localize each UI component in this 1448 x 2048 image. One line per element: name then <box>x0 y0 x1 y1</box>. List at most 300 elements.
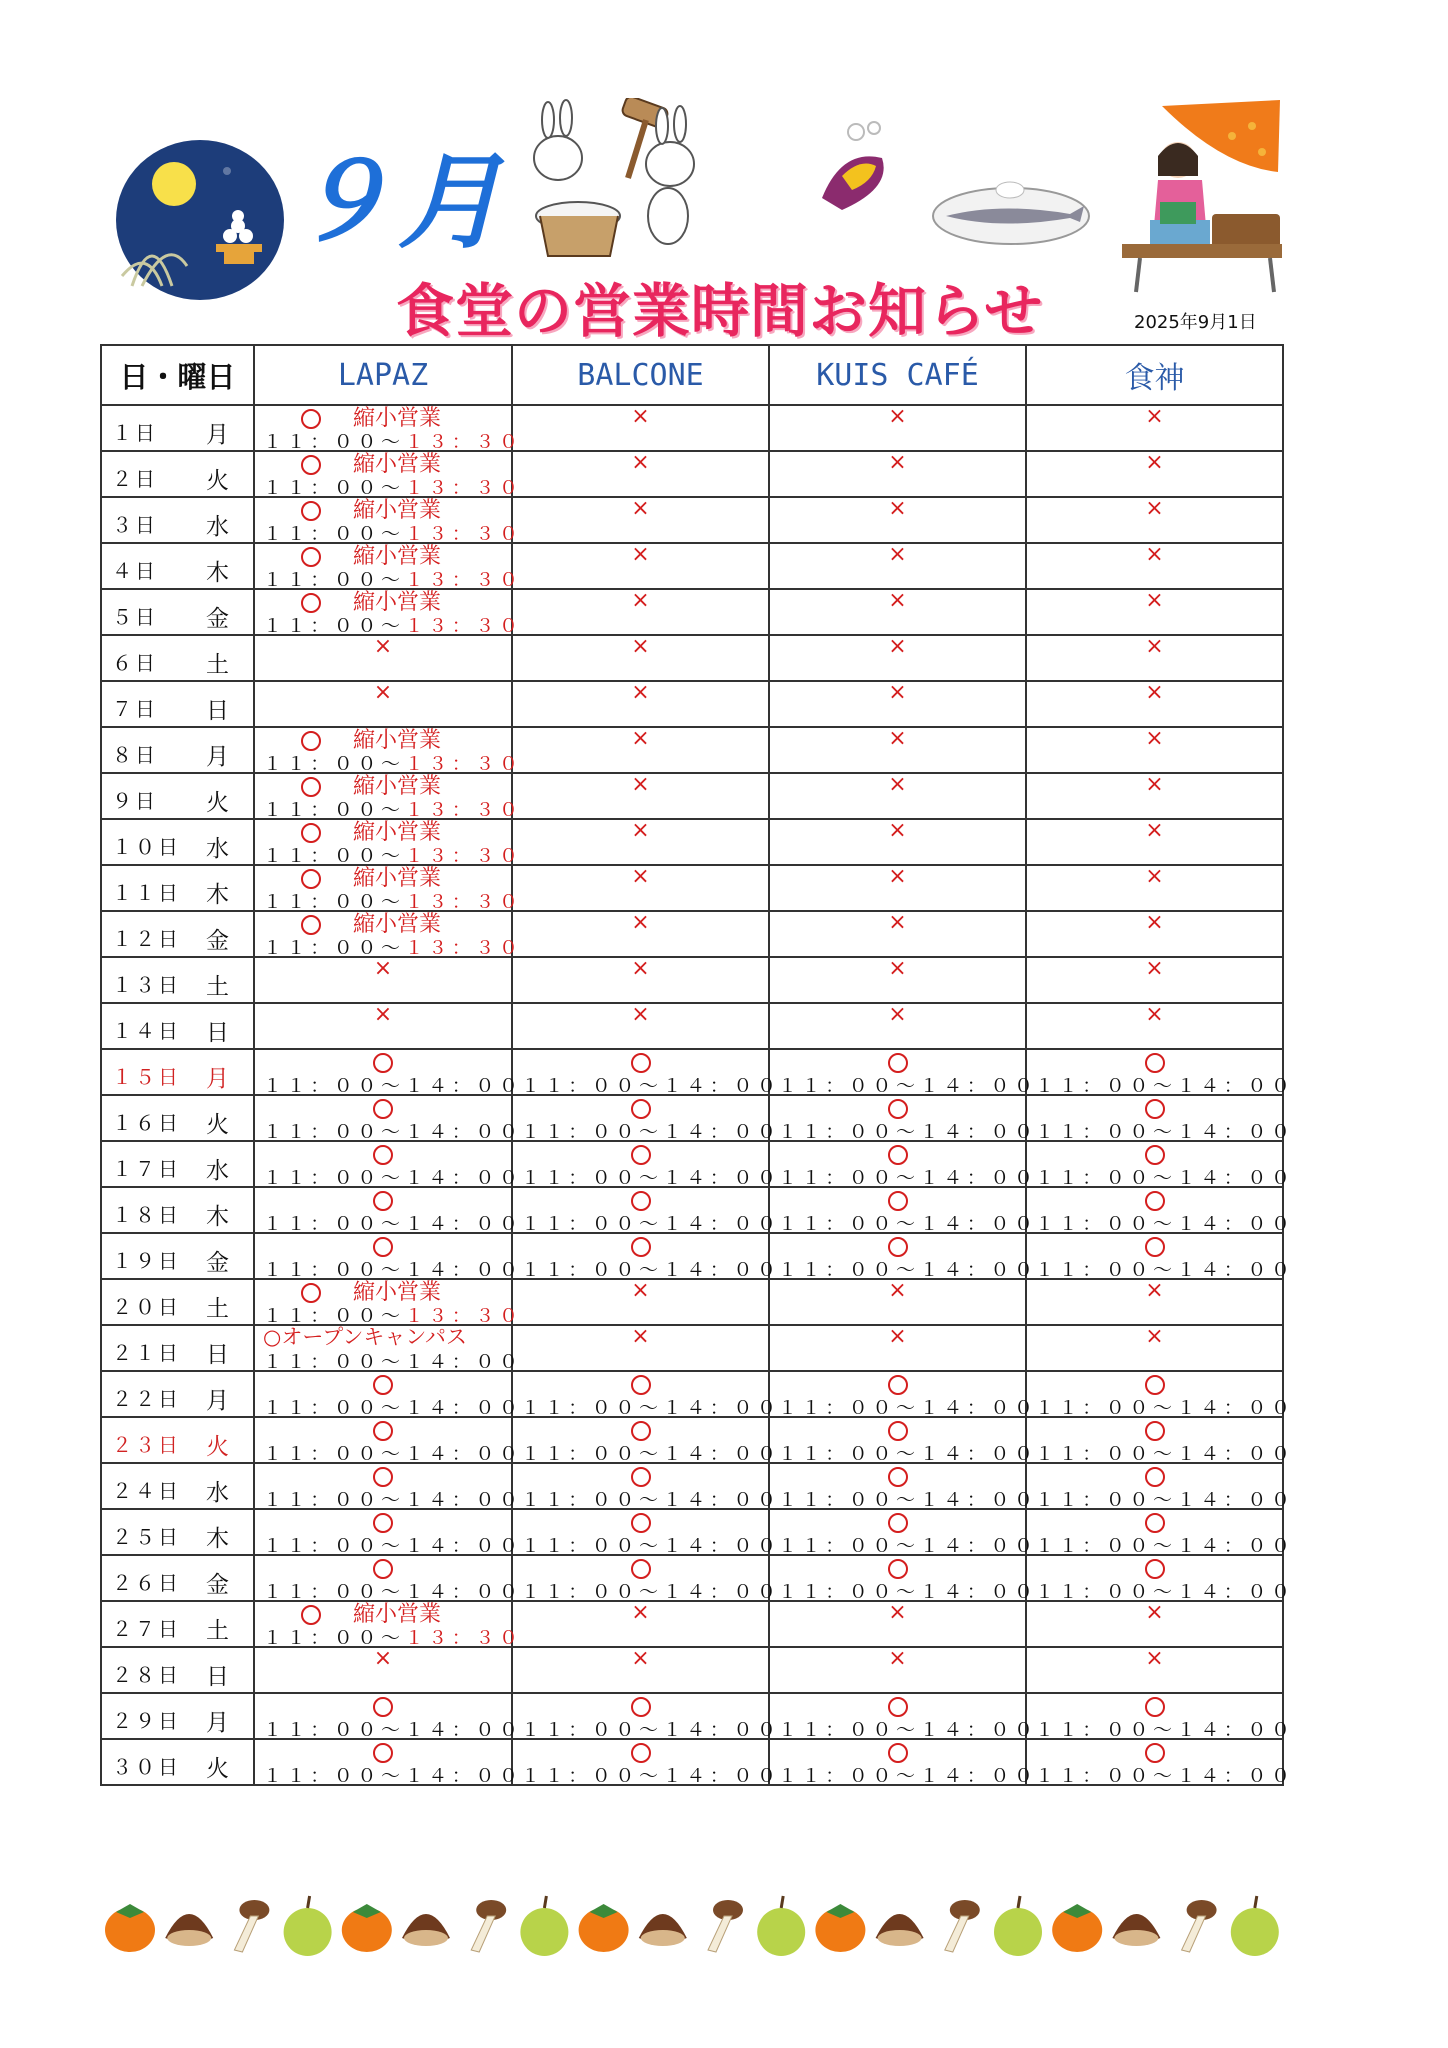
open-circle-icon <box>888 1697 908 1717</box>
day-cell <box>101 1601 254 1647</box>
column-header-day: 日・曜日 <box>101 345 254 405</box>
status-cell-lapaz <box>254 1693 523 1741</box>
hours-text: １１：００～１４：００ <box>263 1259 523 1281</box>
status-cell-shokushin <box>1026 957 1283 1003</box>
hours-text: １１：００～１４：００ <box>778 1719 1038 1741</box>
day-cell <box>101 957 254 1003</box>
hours-text: １１：００～１４：００ <box>263 1397 523 1419</box>
day-number: ２７日 <box>112 1617 181 1641</box>
closed-mark: × <box>631 818 650 843</box>
mushroom-icon <box>708 1900 743 1952</box>
hours-end: １３：３０ <box>404 477 523 499</box>
closed-mark: × <box>1145 864 1164 889</box>
status-cell-balcone <box>512 773 769 819</box>
day-cell <box>101 1233 254 1279</box>
status-cell-kuis-cafe <box>769 1555 1038 1603</box>
hours-end: １３：３０ <box>404 569 523 591</box>
hours-text: １１：００～１４：００ <box>263 1765 523 1787</box>
closed-mark: × <box>888 818 907 843</box>
closed-mark: × <box>1145 680 1164 705</box>
status-cell-kuis-cafe <box>769 1693 1038 1741</box>
status-cell-lapaz <box>254 1095 523 1143</box>
weekday: 月 <box>206 1388 229 1414</box>
closed-mark: × <box>888 450 907 475</box>
open-circle-icon <box>631 1743 651 1763</box>
status-cell-balcone <box>512 1509 781 1557</box>
closed-mark: × <box>631 772 650 797</box>
status-cell-kuis-cafe <box>769 635 1026 681</box>
hours-start: １１：００～ <box>263 615 405 637</box>
status-cell-lapaz <box>254 635 512 681</box>
closed-mark: × <box>888 404 907 429</box>
hours-start: １１：００～ <box>263 1627 405 1649</box>
closed-mark: × <box>1145 1646 1164 1671</box>
hours-text: １１：００～１４：００ <box>778 1075 1038 1097</box>
status-cell-lapaz <box>254 1325 523 1373</box>
closed-mark: × <box>888 910 907 935</box>
status-cell-balcone <box>512 1739 781 1787</box>
hours-text: １１：００～１４：００ <box>263 1213 523 1235</box>
hours-text: １１：００～１４：００ <box>263 1535 523 1557</box>
closed-mark: × <box>1145 404 1164 429</box>
day-cell <box>101 1279 254 1325</box>
hours-end: １３：３０ <box>404 1305 523 1327</box>
status-cell-lapaz <box>254 957 512 1003</box>
closed-mark: × <box>373 1002 393 1027</box>
status-cell-balcone <box>512 1555 781 1603</box>
status-cell-kuis-cafe <box>769 957 1026 1003</box>
status-cell-kuis-cafe <box>769 773 1026 819</box>
weekday: 水 <box>206 836 229 862</box>
status-cell-balcone <box>512 727 769 773</box>
day-cell <box>101 543 254 589</box>
open-circle-icon <box>301 455 321 475</box>
status-cell-kuis-cafe <box>769 497 1026 543</box>
day-cell <box>101 1647 254 1693</box>
open-circle-icon <box>373 1559 393 1579</box>
day-number: １３日 <box>112 973 181 997</box>
status-cell-lapaz <box>254 911 523 959</box>
hours-start: １１：００～ <box>263 477 405 499</box>
status-cell-lapaz <box>254 1187 523 1235</box>
weekday: 木 <box>206 1526 229 1552</box>
status-cell-kuis-cafe <box>769 451 1026 497</box>
open-circle-icon <box>301 1283 321 1303</box>
status-cell-shokushin <box>1026 1555 1295 1603</box>
status-cell-lapaz <box>254 1371 523 1419</box>
weekday: 月 <box>206 1710 229 1736</box>
table-row <box>101 1095 1283 1141</box>
status-cell-shokushin <box>1026 727 1283 773</box>
closed-mark: × <box>888 956 907 981</box>
hours-text: １１：００～１４：００ <box>263 1351 523 1373</box>
status-cell-kuis-cafe <box>769 911 1026 957</box>
open-circle-icon <box>301 823 321 843</box>
closed-mark: × <box>888 1646 907 1671</box>
hours-text: １１：００～１４：００ <box>1035 1535 1295 1557</box>
open-circle-icon <box>1145 1697 1165 1717</box>
closed-mark: × <box>631 404 650 429</box>
hours-text: １１：００～１４：００ <box>521 1443 781 1465</box>
open-circle-icon <box>373 1191 393 1211</box>
open-circle-icon <box>1145 1145 1165 1165</box>
reduced-label: 縮小営業 <box>353 912 442 937</box>
open-circle-icon <box>1145 1191 1165 1211</box>
status-cell-shokushin <box>1026 1141 1295 1189</box>
hours-end: １３：３０ <box>404 615 523 637</box>
status-cell-lapaz <box>254 1601 523 1649</box>
status-cell-shokushin <box>1026 497 1283 543</box>
reduced-label: 縮小営業 <box>353 406 442 431</box>
status-cell-shokushin <box>1026 1233 1295 1281</box>
closed-mark: × <box>1145 542 1164 567</box>
hours-text: １１：００～１４：００ <box>263 1075 523 1097</box>
chestnut-icon <box>1112 1914 1160 1946</box>
weekday: 金 <box>206 928 229 954</box>
pear-icon <box>757 1896 805 1956</box>
status-cell-shokushin <box>1026 1371 1295 1419</box>
status-cell-kuis-cafe <box>769 1601 1026 1647</box>
day-number: ２５日 <box>112 1525 181 1549</box>
open-circle-icon <box>888 1559 908 1579</box>
closed-mark: × <box>1145 496 1164 521</box>
hours-start: １１：００～ <box>263 937 405 959</box>
weekday: 木 <box>206 560 229 586</box>
weekday: 木 <box>206 1204 229 1230</box>
open-circle-icon <box>1145 1421 1165 1441</box>
open-circle-icon <box>888 1743 908 1763</box>
open-circle-icon <box>301 593 321 613</box>
hours-text: １１：００～１４：００ <box>1035 1443 1295 1465</box>
day-number: ４日 <box>112 559 158 583</box>
status-cell-kuis-cafe <box>769 1279 1026 1325</box>
status-cell-kuis-cafe <box>769 1371 1038 1419</box>
table-row <box>101 911 1283 957</box>
status-cell-lapaz <box>254 589 523 637</box>
status-cell-kuis-cafe <box>769 1463 1038 1511</box>
mushroom-icon <box>471 1900 506 1952</box>
day-number: ２６日 <box>112 1571 181 1595</box>
chestnut-icon <box>402 1914 450 1946</box>
open-circle-icon <box>888 1053 908 1073</box>
open-circle-icon <box>1145 1053 1165 1073</box>
table-row <box>101 1463 1283 1509</box>
weekday: 火 <box>206 1434 229 1460</box>
open-circle-icon <box>888 1467 908 1487</box>
status-cell-balcone <box>512 1463 781 1511</box>
closed-mark: × <box>631 864 650 889</box>
hours-text: １１：００～１４：００ <box>263 1489 523 1511</box>
closed-mark: × <box>888 1278 907 1303</box>
closed-mark: × <box>631 450 650 475</box>
open-circle-icon <box>373 1053 393 1073</box>
table-row <box>101 1417 1283 1463</box>
open-circle-icon <box>631 1237 651 1257</box>
status-cell-shokushin <box>1026 543 1283 589</box>
closed-mark: × <box>631 1002 650 1027</box>
open-circle-icon <box>301 409 321 429</box>
status-cell-shokushin <box>1026 1325 1283 1371</box>
closed-mark: × <box>1145 956 1164 981</box>
day-cell <box>101 1003 254 1049</box>
open-circle-icon <box>631 1513 651 1533</box>
weekday: 木 <box>206 882 229 908</box>
status-cell-lapaz <box>254 681 512 727</box>
status-cell-lapaz <box>254 1463 523 1511</box>
closed-mark: × <box>1145 772 1164 797</box>
mushroom-icon <box>234 1900 269 1952</box>
closed-mark: × <box>888 1324 907 1349</box>
closed-mark: × <box>373 956 393 981</box>
column-header-shokushin: 食神 <box>1026 345 1283 405</box>
hours-text: １１：００～１４：００ <box>778 1397 1038 1419</box>
persimmon-icon <box>815 1904 865 1952</box>
day-cell <box>101 1095 254 1141</box>
table-row <box>101 1555 1283 1601</box>
weekday: 土 <box>206 974 229 1000</box>
open-circle-icon <box>631 1697 651 1717</box>
day-cell <box>101 405 254 451</box>
open-circle-icon <box>1145 1513 1165 1533</box>
open-circle-icon <box>301 731 321 751</box>
weekday: 金 <box>206 606 229 632</box>
hours-end: １３：３０ <box>404 845 523 867</box>
hours-start: １１：００～ <box>263 845 405 867</box>
status-cell-lapaz <box>254 543 523 591</box>
persimmon-icon <box>1052 1904 1102 1952</box>
closed-mark: × <box>888 864 907 889</box>
table-row <box>101 635 1283 681</box>
day-number: １８日 <box>112 1203 181 1227</box>
mushroom-icon <box>945 1900 980 1952</box>
hours-end: １３：３０ <box>404 799 523 821</box>
status-cell-shokushin <box>1026 1095 1295 1143</box>
open-circle-icon <box>888 1513 908 1533</box>
persimmon-icon <box>342 1904 392 1952</box>
status-cell-balcone <box>512 1417 781 1465</box>
status-cell-lapaz <box>254 1647 512 1693</box>
day-cell <box>101 1509 254 1555</box>
hours-text: １１：００～１４：００ <box>263 1443 523 1465</box>
status-cell-shokushin <box>1026 1601 1283 1647</box>
day-cell <box>101 1141 254 1187</box>
hours-start: １１：００～ <box>263 1305 405 1327</box>
day-cell <box>101 681 254 727</box>
table-row <box>101 451 1283 497</box>
hours-text: １１：００～１４：００ <box>1035 1765 1295 1787</box>
hours-text: １１：００～１４：００ <box>263 1121 523 1143</box>
table-row <box>101 1187 1283 1233</box>
status-cell-shokushin <box>1026 1463 1295 1511</box>
status-cell-shokushin <box>1026 1417 1295 1465</box>
schedule-table <box>100 344 1295 1787</box>
status-cell-balcone <box>512 589 769 635</box>
closed-mark: × <box>1145 818 1164 843</box>
status-cell-balcone <box>512 1647 769 1693</box>
hours-text: １１：００～１４：００ <box>521 1765 781 1787</box>
table-row <box>101 957 1283 1003</box>
hours-text: １１：００～１４：００ <box>1035 1397 1295 1419</box>
reduced-label: 縮小営業 <box>353 544 442 569</box>
day-number: ２３日 <box>112 1433 181 1457</box>
table-row <box>101 1647 1283 1693</box>
day-number: ５日 <box>112 605 158 629</box>
day-cell <box>101 589 254 635</box>
status-cell-kuis-cafe <box>769 1647 1026 1693</box>
hours-text: １１：００～１４：００ <box>778 1167 1038 1189</box>
day-number: ７日 <box>112 697 158 721</box>
status-cell-shokushin <box>1026 1647 1283 1693</box>
open-circle-icon <box>373 1743 393 1763</box>
hours-text: １１：００～１４：００ <box>521 1167 781 1189</box>
closed-mark: × <box>1145 588 1164 613</box>
table-row <box>101 1371 1283 1417</box>
hours-text: １１：００～１４：００ <box>1035 1259 1295 1281</box>
status-cell-kuis-cafe <box>769 1187 1038 1235</box>
open-circle-icon <box>1145 1375 1165 1395</box>
open-circle-icon <box>1145 1743 1165 1763</box>
status-cell-shokushin <box>1026 773 1283 819</box>
closed-mark: × <box>631 726 650 751</box>
open-circle-icon <box>631 1099 651 1119</box>
weekday: 日 <box>206 1342 229 1368</box>
day-number: ２２日 <box>112 1387 181 1411</box>
status-cell-balcone <box>512 1095 781 1143</box>
status-cell-balcone <box>512 1601 769 1647</box>
closed-mark: × <box>631 1324 650 1349</box>
open-circle-icon <box>1145 1237 1165 1257</box>
hours-text: １１：００～１４：００ <box>778 1259 1038 1281</box>
closed-mark: × <box>888 496 907 521</box>
status-cell-kuis-cafe <box>769 589 1026 635</box>
open-circle-icon <box>888 1145 908 1165</box>
table-row <box>101 589 1283 635</box>
status-cell-shokushin <box>1026 1693 1295 1741</box>
status-cell-kuis-cafe <box>769 1509 1038 1557</box>
pear-icon <box>520 1896 568 1956</box>
status-cell-kuis-cafe <box>769 1233 1038 1281</box>
day-number: ３日 <box>112 513 158 537</box>
reduced-label: 縮小営業 <box>353 866 442 891</box>
hours-text: １１：００～１４：００ <box>778 1581 1038 1603</box>
status-cell-balcone <box>512 1371 781 1419</box>
open-circle-icon <box>888 1099 908 1119</box>
day-cell <box>101 497 254 543</box>
hours-end: １３：３０ <box>404 1627 523 1649</box>
woman-reading-bench-icon <box>1102 96 1284 302</box>
open-circle-icon <box>631 1191 651 1211</box>
status-cell-lapaz <box>254 1233 523 1281</box>
table-row <box>101 1233 1283 1279</box>
status-cell-balcone <box>512 543 769 589</box>
day-cell <box>101 1463 254 1509</box>
column-header-balcone: BALCONE <box>512 345 769 405</box>
day-cell <box>101 1739 254 1785</box>
moon-tsukimi-icon <box>112 136 288 304</box>
closed-mark: × <box>888 1002 907 1027</box>
open-circle-icon <box>631 1421 651 1441</box>
status-cell-kuis-cafe <box>769 543 1026 589</box>
hours-text: １１：００～１４：００ <box>778 1535 1038 1557</box>
day-number: ２１日 <box>112 1341 181 1365</box>
hours-text: １１：００～１４：００ <box>521 1213 781 1235</box>
hours-text: １１：００～１４：００ <box>778 1489 1038 1511</box>
day-number: １９日 <box>112 1249 181 1273</box>
status-cell-balcone <box>512 1279 769 1325</box>
status-cell-shokushin <box>1026 451 1283 497</box>
status-cell-balcone <box>512 1141 781 1189</box>
weekday: 月 <box>206 744 229 770</box>
hours-end: １３：３０ <box>404 753 523 775</box>
persimmon-icon <box>105 1904 155 1952</box>
weekday: 日 <box>206 698 229 724</box>
status-cell-shokushin <box>1026 911 1283 957</box>
table-row <box>101 1003 1283 1049</box>
closed-mark: × <box>1145 1324 1164 1349</box>
day-cell <box>101 635 254 681</box>
day-number: １２日 <box>112 927 181 951</box>
day-number: １日 <box>112 421 158 445</box>
open-circle-icon <box>373 1237 393 1257</box>
day-cell <box>101 1325 254 1371</box>
closed-mark: × <box>888 772 907 797</box>
table-header-row <box>101 345 1283 405</box>
chestnut-icon <box>165 1914 213 1946</box>
table-row <box>101 819 1283 865</box>
closed-mark: × <box>373 680 393 705</box>
status-cell-balcone <box>512 497 769 543</box>
closed-mark: × <box>888 680 907 705</box>
closed-mark: × <box>631 1600 650 1625</box>
open-circle-icon <box>1145 1559 1165 1579</box>
weekday: 土 <box>206 1296 229 1322</box>
status-cell-lapaz <box>254 727 523 775</box>
column-header-lapaz: LAPAZ <box>254 345 512 405</box>
table-row <box>101 1693 1283 1739</box>
status-cell-lapaz <box>254 1417 523 1465</box>
hours-text: １１：００～１４：００ <box>521 1397 781 1419</box>
hours-end: １３：３０ <box>404 891 523 913</box>
status-cell-lapaz <box>254 1739 523 1787</box>
closed-mark: × <box>373 1646 393 1671</box>
table-row <box>101 865 1283 911</box>
day-number: １７日 <box>112 1157 181 1181</box>
hours-start: １１：００～ <box>263 569 405 591</box>
open-circle-icon <box>631 1559 651 1579</box>
day-cell <box>101 727 254 773</box>
closed-mark: × <box>1145 726 1164 751</box>
closed-mark: × <box>631 496 650 521</box>
open-circle-icon <box>373 1375 393 1395</box>
open-circle-icon <box>373 1513 393 1533</box>
status-cell-lapaz <box>254 865 523 913</box>
table-row <box>101 681 1283 727</box>
column-header-kuis-cafe: KUIS CAFÉ <box>769 345 1026 405</box>
weekday: 火 <box>206 790 229 816</box>
status-cell-shokushin <box>1026 1049 1295 1097</box>
weekday: 火 <box>206 1756 229 1782</box>
status-cell-lapaz <box>254 819 523 867</box>
pear-icon <box>994 1896 1042 1956</box>
persimmon-icon <box>579 1904 629 1952</box>
hours-text: １１：００～１４：００ <box>263 1719 523 1741</box>
status-cell-kuis-cafe <box>769 865 1026 911</box>
open-circle-icon <box>373 1697 393 1717</box>
status-cell-shokushin <box>1026 865 1283 911</box>
day-cell <box>101 819 254 865</box>
closed-mark: × <box>631 680 650 705</box>
day-number: ２９日 <box>112 1709 181 1733</box>
